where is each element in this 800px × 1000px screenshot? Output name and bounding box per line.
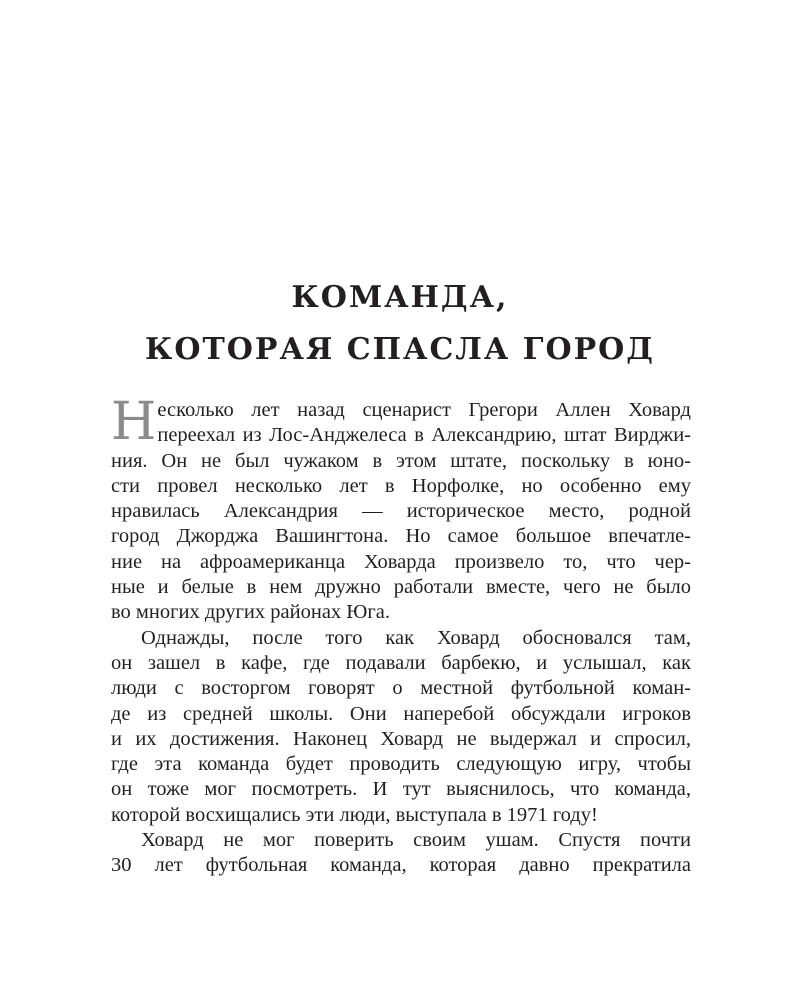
text-line: сти провел несколько лет в Норфолке, но особенно ему — [111, 474, 691, 497]
text-line: Ховард не мог поверить своим ушам. Спустя почти — [141, 829, 691, 852]
text-line: ние на афроамериканца Ховарда произвело то, что чер- — [111, 550, 691, 573]
text-line: нравилась Александрия — историческое место, родной — [111, 500, 691, 523]
text-line: переехал из Лос-Анджелеса в Александрию, штат Вирджи- — [157, 424, 691, 447]
text-line: и их достижения. Наконец Ховард не выдержал и спросил, — [111, 727, 691, 750]
text-line: он зашел в кафе, где подавали барбекю, и услышал, как — [111, 651, 691, 674]
chapter-title-line-1: КОМАНДА, — [291, 280, 509, 315]
text-line: которой восхищались эти люди, выступала в 1971 году! — [111, 803, 598, 826]
text-line: ные и белые в нем дружно работали вместе, чего не было — [111, 576, 691, 599]
text-line: город Джорджа Вашингтона. Но самое большое впечатле- — [111, 525, 691, 548]
chapter-title — [100, 272, 700, 376]
text-line: ния. Он не был чужаком в этом штате, поскольку в юно- — [111, 449, 691, 472]
chapter-title-line-2: КОТОРАЯ СПАСЛА ГОРОД — [145, 332, 655, 367]
drop-cap: Н — [111, 392, 157, 452]
body-text — [111, 392, 691, 879]
text-line: где эта команда будет проводить следующую игру, чтобы — [111, 753, 691, 776]
text-line: Однажды, после того как Ховард обосновался там, — [141, 626, 691, 649]
text-line: люди с восторгом говорят о местной футбольной коман- — [111, 677, 691, 700]
text-line: он тоже мог посмотреть. И тут выяснилось, что команда, — [111, 778, 691, 801]
text-line: 30 лет футбольная команда, которая давно прекратила — [111, 854, 691, 877]
text-line: есколько лет назад сценарист Грегори Аллен Ховард — [157, 399, 691, 421]
text-line: во многих других районах Юга. — [111, 601, 390, 624]
text-line: де из средней школы. Они наперебой обсуждали игроков — [111, 702, 691, 725]
